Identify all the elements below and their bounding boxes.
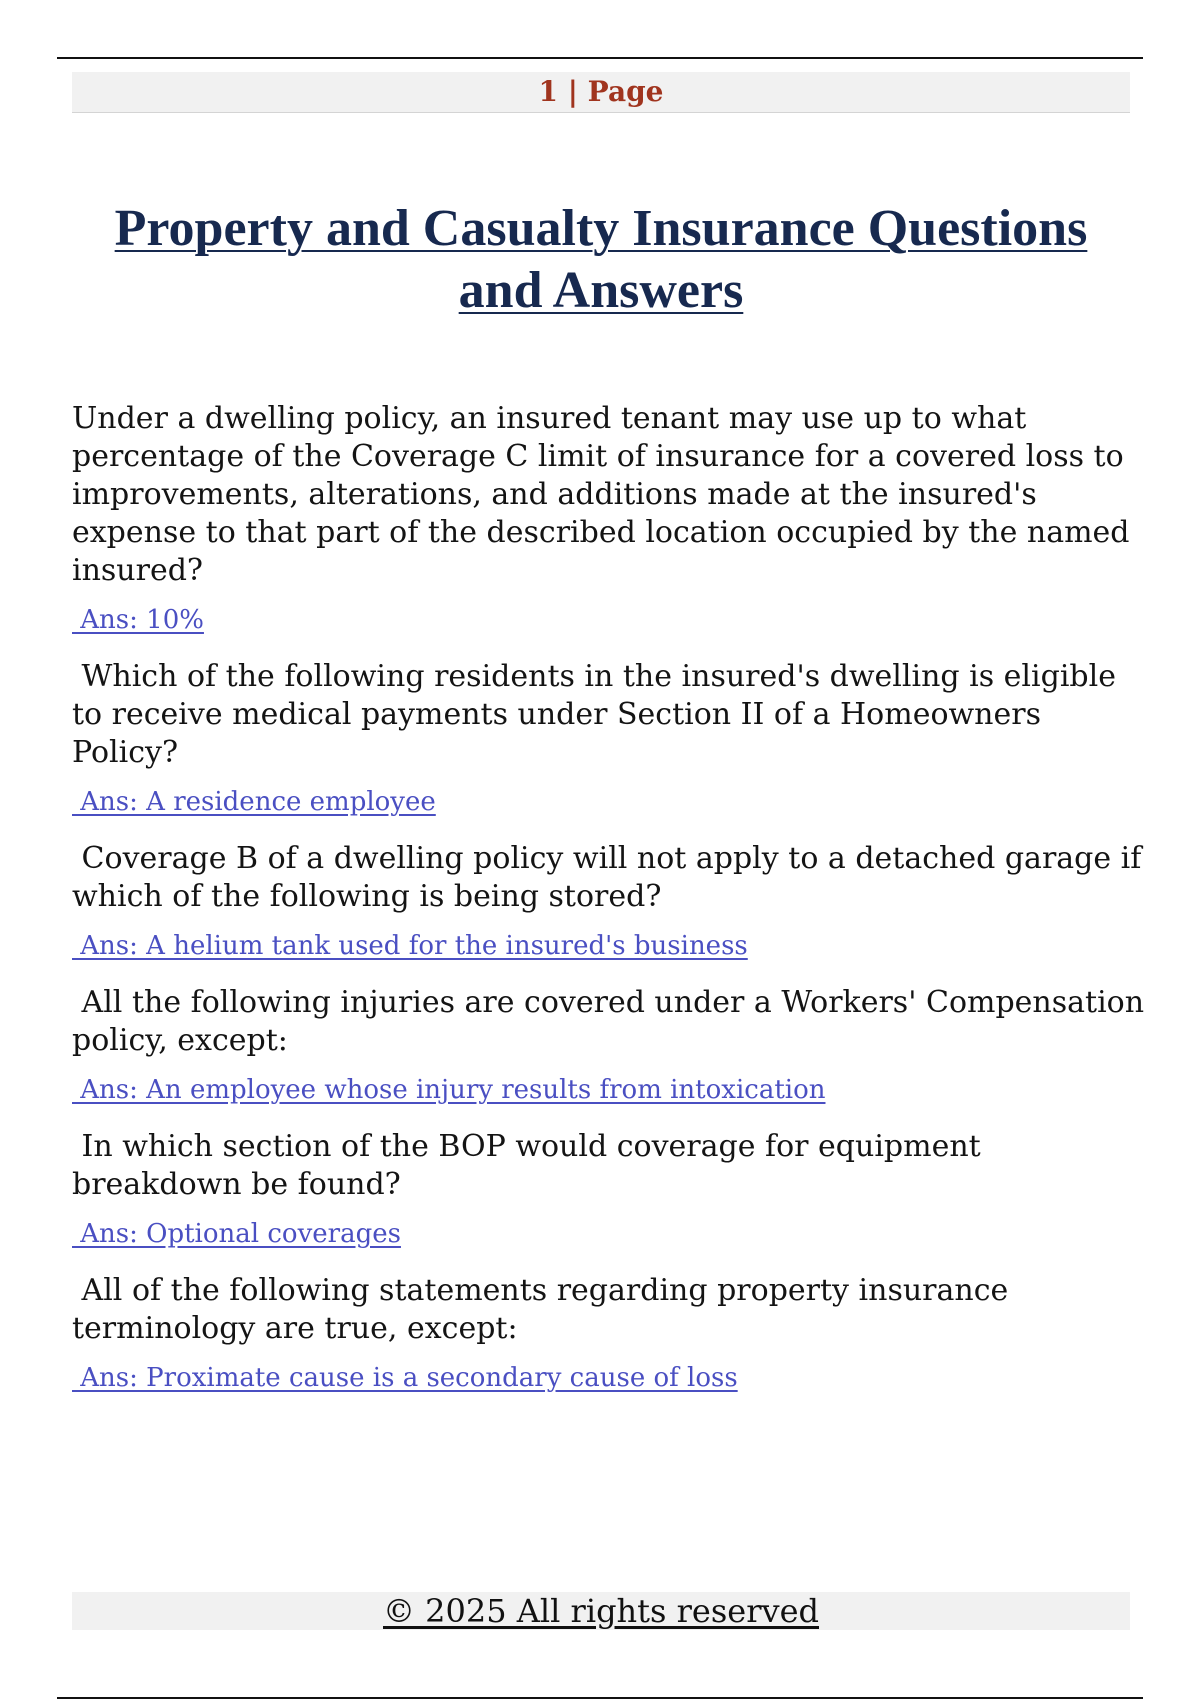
page-header bbox=[72, 72, 1130, 113]
qa-item bbox=[72, 1272, 1152, 1394]
question-text: Coverage B of a dwelling policy will not apply to a detached garage if which of the following is being stored? bbox=[72, 841, 1151, 914]
qa-item bbox=[72, 984, 1152, 1106]
qa-list bbox=[72, 400, 1152, 1416]
question-text: In which section of the BOP would coverage for equipment breakdown be found? bbox=[72, 1129, 991, 1202]
copyright-text: © 2025 All rights reserved bbox=[383, 1592, 819, 1630]
bottom-rule bbox=[57, 1697, 1143, 1699]
page-number-label: 1 | Page bbox=[538, 75, 664, 108]
answer-link[interactable]: Ans: An employee whose injury results from intoxication bbox=[72, 1075, 826, 1105]
answer-link[interactable]: Ans: Optional coverages bbox=[72, 1219, 401, 1249]
answer-link[interactable]: Ans: A helium tank used for the insured's business bbox=[72, 931, 748, 961]
top-rule bbox=[57, 57, 1143, 59]
answer-link[interactable]: Ans: A residence employee bbox=[72, 787, 436, 817]
question-text: Which of the following residents in the insured's dwelling is eligible to receive medical payments under Section II of a Homeowners Policy? bbox=[72, 659, 1126, 770]
qa-item bbox=[72, 1128, 1152, 1250]
page-footer bbox=[72, 1592, 1130, 1630]
qa-item bbox=[72, 840, 1152, 962]
qa-item bbox=[72, 400, 1152, 636]
question-text: Under a dwelling policy, an insured tenant may use up to what percentage of the Coverage C limit of insurance for a covered loss to improvements, alterations, and additions made at the insured's expense to that part of the described location occupied by the named insured? bbox=[72, 401, 1140, 588]
document-title: Property and Casualty Insurance Questions and Answers bbox=[114, 200, 1088, 319]
question-text: All of the following statements regarding property insurance terminology are true, except: bbox=[72, 1273, 1018, 1346]
answer-link[interactable]: Ans: 10% bbox=[72, 605, 204, 635]
answer-link[interactable]: Ans: Proximate cause is a secondary cause of loss bbox=[72, 1363, 738, 1393]
qa-item bbox=[72, 658, 1152, 818]
question-text: All the following injuries are covered under a Workers' Compensation policy, except: bbox=[72, 985, 1154, 1058]
